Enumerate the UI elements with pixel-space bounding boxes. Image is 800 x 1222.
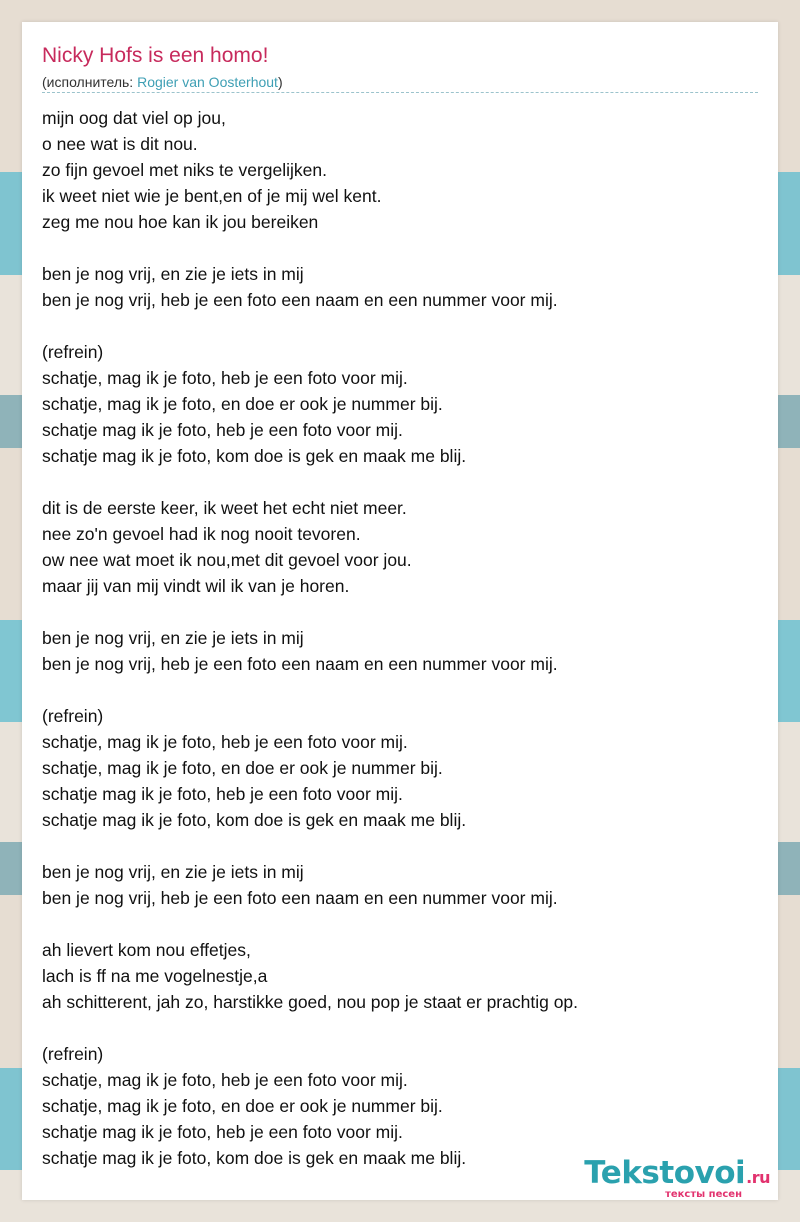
lyrics-line: (refrein) (42, 1044, 104, 1064)
lyrics-stanza (42, 105, 758, 235)
logo-tagline: тексты песен (665, 1189, 742, 1200)
lyrics-line: schatje, mag ik je foto, heb je een foto voor mij. (42, 368, 408, 388)
lyrics-stanza (42, 859, 758, 911)
lyrics-stanza (42, 261, 758, 313)
artist-line (42, 73, 283, 91)
lyrics-line: schatje mag ik je foto, heb je een foto voor mij. (42, 784, 403, 804)
lyrics-stanza (42, 1041, 758, 1171)
logo-tld: .ru (746, 1168, 770, 1187)
lyrics-line: mijn oog dat viel op jou, (42, 108, 226, 128)
lyrics-stanza (42, 703, 758, 833)
lyrics-line: ik weet niet wie je bent,en of je mij wel kent. (42, 186, 382, 206)
title-divider (42, 92, 758, 93)
lyrics-line: ben je nog vrij, heb je een foto een naam en een nummer voor mij. (42, 290, 558, 310)
lyrics-line: ben je nog vrij, heb je een foto een naam en een nummer voor mij. (42, 888, 558, 908)
lyrics-line: maar jij van mij vindt wil ik van je horen. (42, 576, 350, 596)
lyrics-stanza (42, 495, 758, 599)
lyrics-line: (refrein) (42, 342, 104, 362)
song-title: Nicky Hofs is een homo! (42, 44, 269, 67)
lyrics-line: schatje, mag ik je foto, heb je een foto voor mij. (42, 1070, 408, 1090)
lyrics-body (42, 105, 758, 1197)
lyrics-stanza (42, 937, 758, 1015)
lyrics-line: o nee wat is dit nou. (42, 134, 198, 154)
lyrics-line: ow nee wat moet ik nou,met dit gevoel voor jou. (42, 550, 412, 570)
lyrics-line: ben je nog vrij, en zie je iets in mij (42, 862, 304, 882)
lyrics-line: schatje, mag ik je foto, en doe er ook je nummer bij. (42, 758, 443, 778)
lyrics-line: schatje mag ik je foto, heb je een foto voor mij. (42, 420, 403, 440)
lyrics-line: nee zo'n gevoel had ik nog nooit tevoren. (42, 524, 361, 544)
lyrics-line: schatje, mag ik je foto, en doe er ook je nummer bij. (42, 1096, 443, 1116)
site-logo[interactable] (584, 1156, 770, 1201)
lyrics-stanza (42, 625, 758, 677)
lyrics-line: ah lievert kom nou effetjes, (42, 940, 251, 960)
logo-name: Tekstovoi (584, 1155, 746, 1191)
lyrics-line: (refrein) (42, 706, 104, 726)
lyrics-line: schatje mag ik je foto, kom doe is gek en maak me blij. (42, 1148, 467, 1168)
artist-suffix: ) (277, 74, 283, 90)
lyrics-line: schatje mag ik je foto, heb je een foto voor mij. (42, 1122, 403, 1142)
artist-link[interactable]: Rogier van Oosterhout (137, 74, 278, 90)
lyrics-line: ah schitterent, jah zo, harstikke goed, nou pop je staat er prachtig op. (42, 992, 579, 1012)
lyrics-stanza (42, 339, 758, 469)
lyrics-line: lach is ff na me vogelnestje,a (42, 966, 268, 986)
lyrics-line: schatje, mag ik je foto, en doe er ook je nummer bij. (42, 394, 443, 414)
artist-prefix: (исполнитель: (42, 74, 138, 90)
lyrics-line: ben je nog vrij, en zie je iets in mij (42, 264, 304, 284)
lyrics-line: ben je nog vrij, heb je een foto een naam en een nummer voor mij. (42, 654, 558, 674)
lyrics-line: schatje mag ik je foto, kom doe is gek en maak me blij. (42, 446, 467, 466)
lyrics-line: zeg me nou hoe kan ik jou bereiken (42, 212, 319, 232)
lyrics-line: zo fijn gevoel met niks te vergelijken. (42, 160, 327, 180)
lyrics-line: ben je nog vrij, en zie je iets in mij (42, 628, 304, 648)
lyrics-line: schatje, mag ik je foto, heb je een foto voor mij. (42, 732, 408, 752)
lyrics-line: dit is de eerste keer, ik weet het echt niet meer. (42, 498, 407, 518)
lyrics-line: schatje mag ik je foto, kom doe is gek en maak me blij. (42, 810, 467, 830)
